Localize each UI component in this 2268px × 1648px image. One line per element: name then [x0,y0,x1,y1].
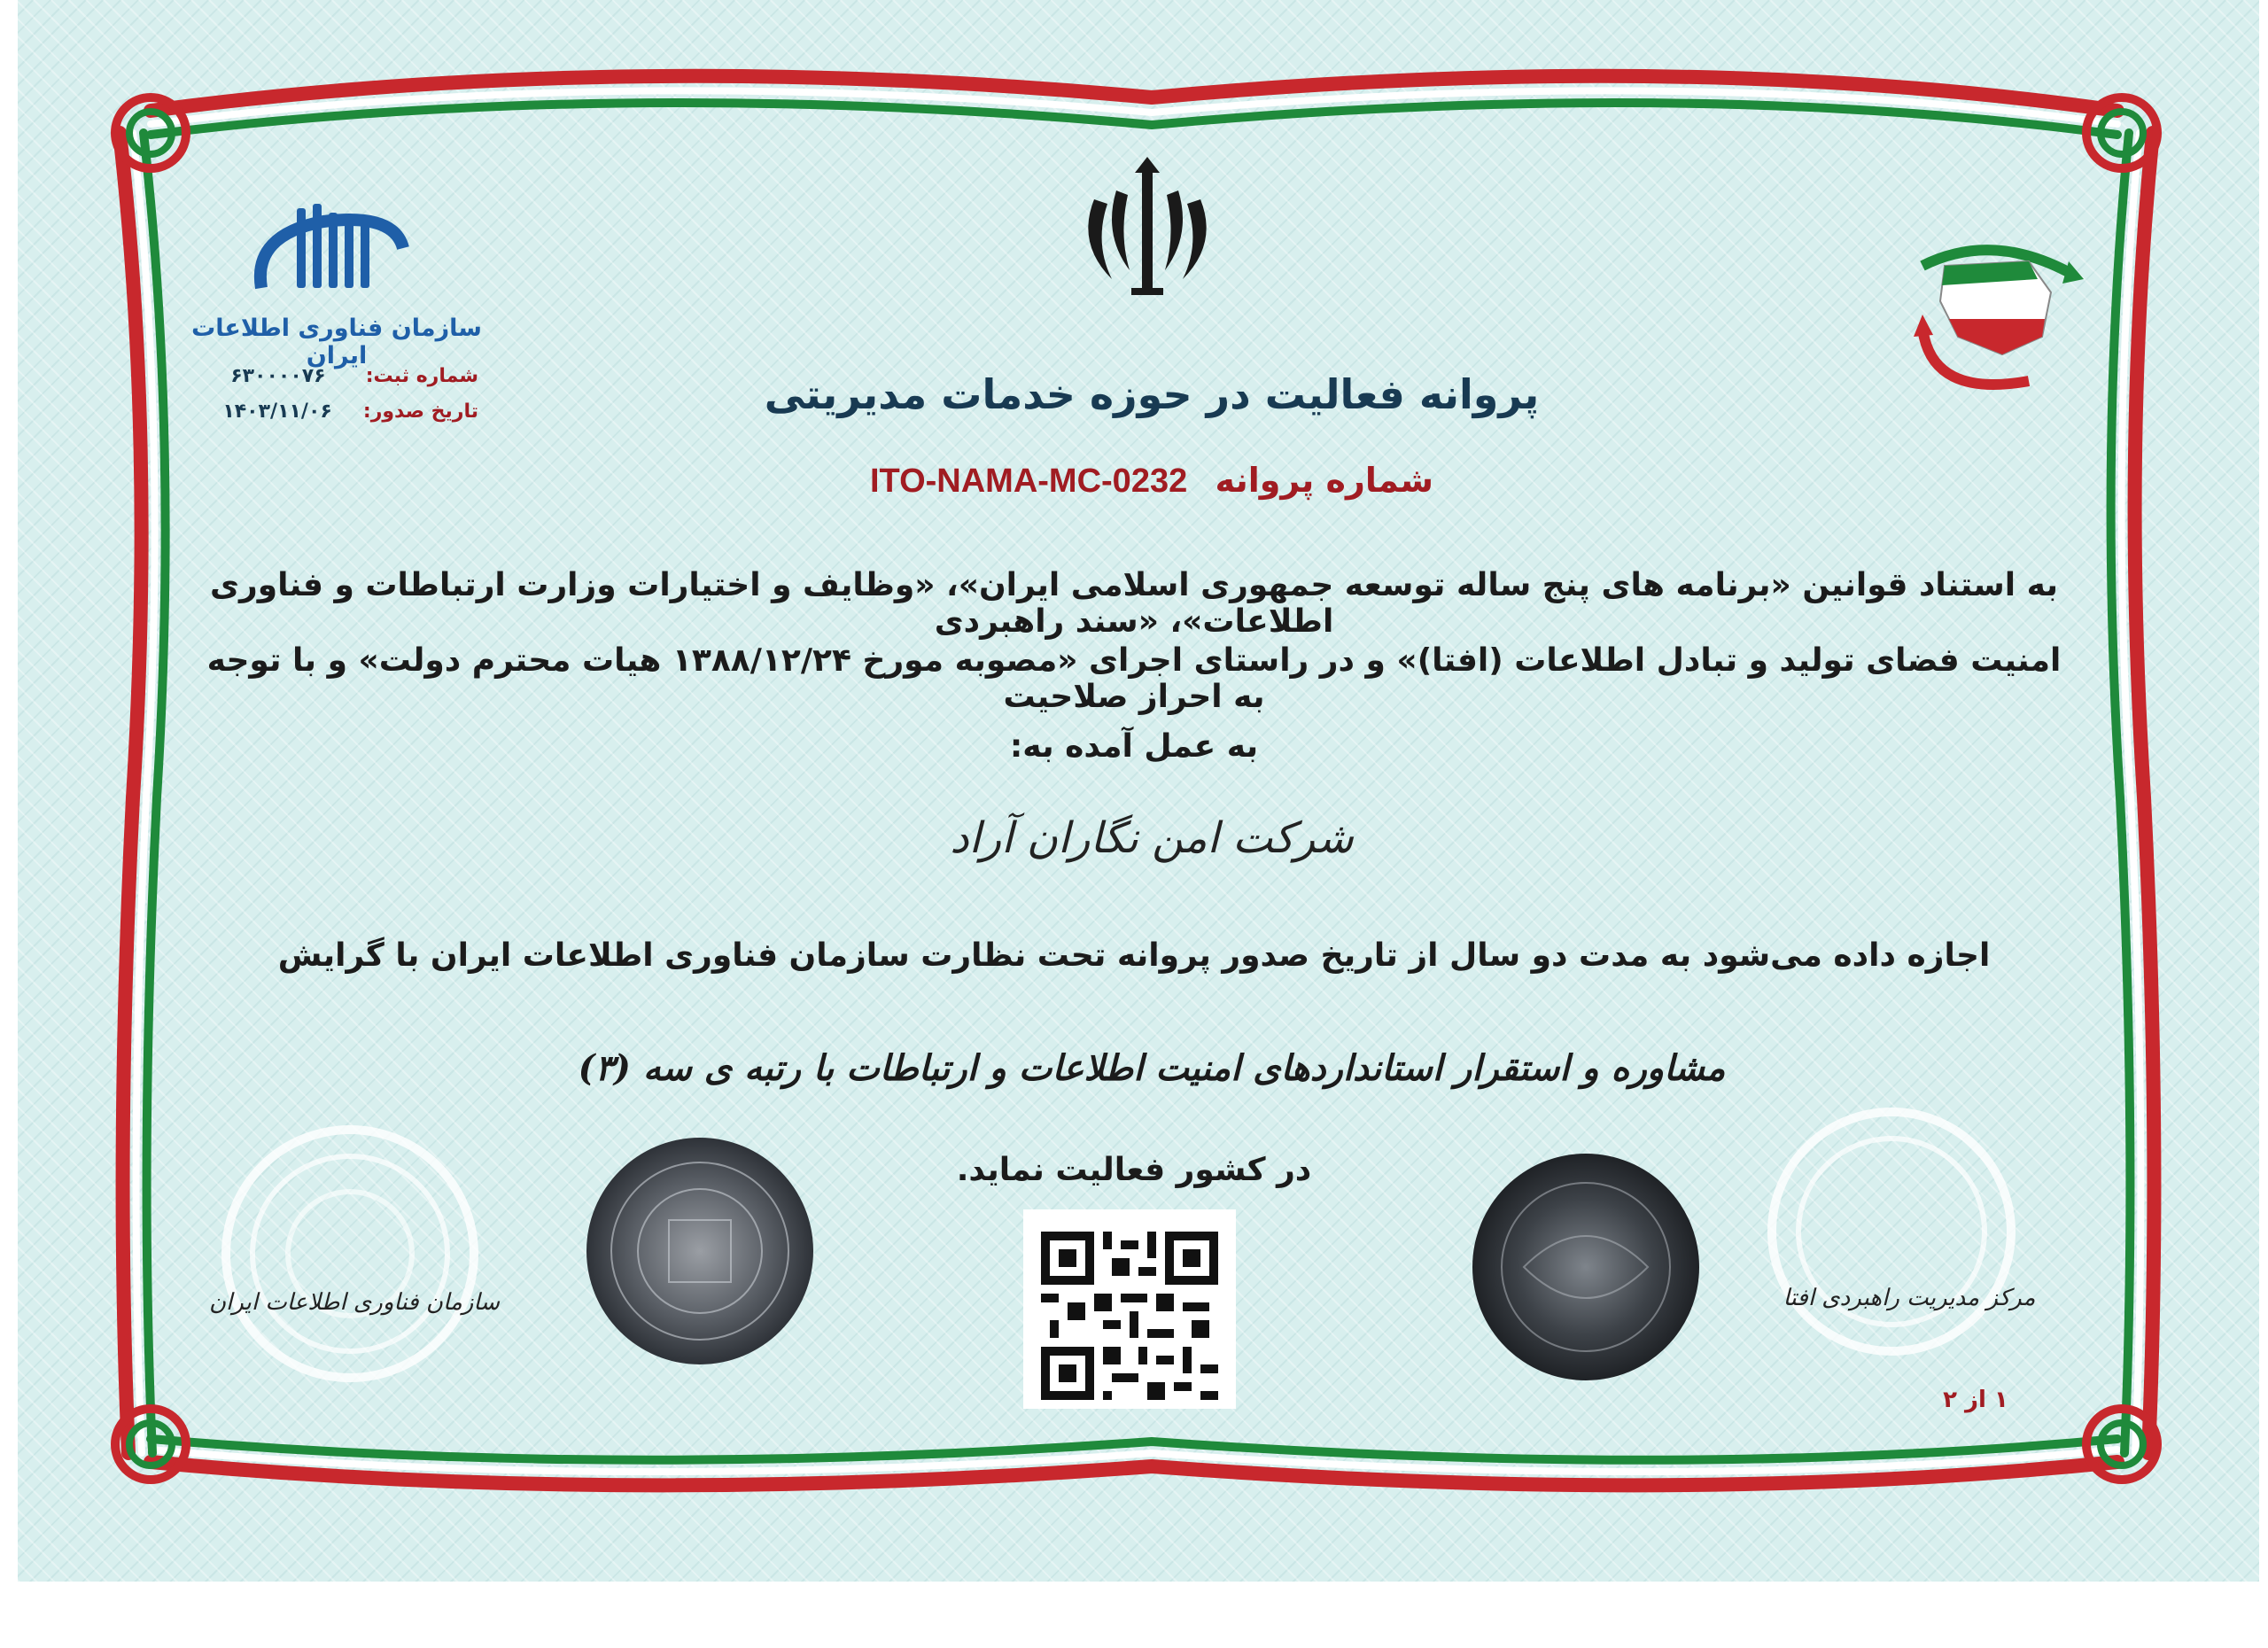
issue-date-label: تاریخ صدور: [362,400,478,423]
body-line-5: در کشور فعالیت نماید. [956,1152,1312,1188]
body-line-1: به استناد قوانین «برنامه های پنج ساله توسعه جمهوری اسلامی ایران»، «وظایف و اختیارات وزارت ارتباطات و فناوری اطلاعات»، «سند راهبردی [210,567,2058,640]
left-seal-caption: سازمان فناوری اطلاعات ایران [208,1289,501,1316]
right-seal-caption: مرکز مدیریت راهبردی افتا [1783,1285,2036,1311]
body-line-3: به عمل آمده به: [1009,728,1259,765]
company-name: شرکت امن نگاران آراد [950,813,1354,863]
iran-emblem-icon [1068,146,1227,306]
embossed-seal-icon [208,1112,492,1395]
ito-logo-icon [244,199,421,310]
registration-row [204,365,478,387]
issue-date-row [204,400,478,423]
embossed-seal-icon [1750,1099,2033,1364]
license-row [620,461,1683,501]
body-line-4: اجازه داده می‌شود به مدت دو سال از تاریخ صدور پروانه تحت نظارت سازمان فناوری اطلاعات ایران با گرایش [277,937,1991,974]
registration-label: شماره ثبت: [365,365,478,387]
registration-value: ۶۳۰۰۰۰۷۶ [230,365,326,387]
field-line: مشاوره و استقرار استانداردهای امنیت اطلاعات و ارتباطات با رتبه ی سه (۳) [578,1047,1726,1089]
ito-org-name: سازمان فناوری اطلاعات ایران [191,315,482,369]
page-indicator: ۱ از ۲ [1943,1387,2008,1413]
iran-map-logo-icon [1896,230,2091,408]
certificate-title: پروانه فعالیت در حوزه خدمات مدیریتی [764,370,1540,418]
license-label: شماره پروانه [1215,461,1433,500]
hologram-seal-icon [585,1136,815,1366]
issue-date-value: ۱۴۰۳/۱۱/۰۶ [222,400,332,423]
qr-code-icon [1041,1232,1218,1400]
hologram-seal-icon [1471,1152,1701,1382]
license-number: ITO-NAMA-MC-0232 [870,463,1188,500]
body-line-2: امنیت فضای تولید و تبادل اطلاعات (افتا)» و در راستای اجرای «مصوبه مورخ ۱۳۸۸/۱۲/۲۴ هیات محترم دولت» و با توجه به احراز صلاحیت [206,642,2062,715]
